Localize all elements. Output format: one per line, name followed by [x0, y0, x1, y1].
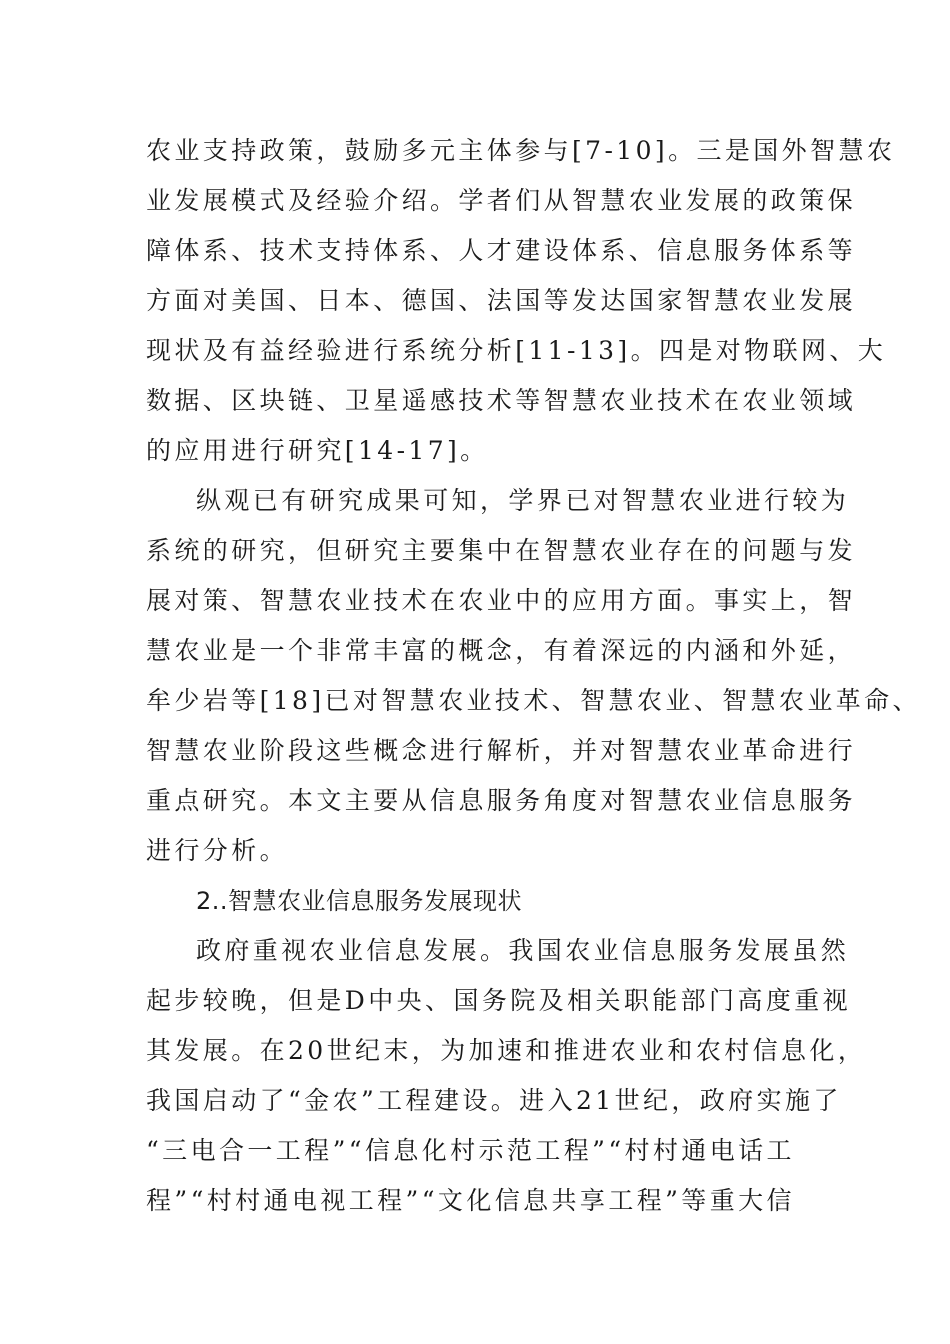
text-line: 其发展。在20世纪末，为加速和推进农业和农村信息化，: [146, 1036, 867, 1065]
text-line: 现状及有益经验进行系统分析[11-13]。四是对物联网、大: [146, 336, 887, 365]
text-line: 慧农业是一个非常丰富的概念，有着深远的内涵和外延，: [146, 636, 857, 665]
text-line: 业发展模式及经验介绍。学者们从智慧农业发展的政策保: [146, 186, 857, 215]
text-line: 程”“村村通电视工程”“文化信息共享工程”等重大信: [146, 1186, 795, 1215]
text-line: 起步较晚，但是D中央、国务院及相关职能部门高度重视: [146, 986, 852, 1015]
text-line: 我国启动了“金农”工程建设。进入21世纪，政府实施了: [146, 1086, 842, 1115]
text-line: 政府重视农业信息发展。我国农业信息服务发展虽然: [196, 936, 850, 965]
text-line: 农业支持政策，鼓励多元主体参与[7-10]。三是国外智慧农: [146, 136, 896, 165]
section-heading: 2..智慧农业信息服务发展现状: [196, 887, 523, 915]
text-line: “三电合一工程”“信息化村示范工程”“村村通电话工: [146, 1136, 795, 1165]
text-line: 进行分析。: [146, 836, 289, 865]
text-line: 方面对美国、日本、德国、法国等发达国家智慧农业发展: [146, 286, 857, 315]
text-line: 数据、区块链、卫星遥感技术等智慧农业技术在农业领域: [146, 386, 857, 415]
text-line: 智慧农业阶段这些概念进行解析，并对智慧农业革命进行: [146, 736, 857, 765]
text-line: 纵观已有研究成果可知，学界已对智慧农业进行较为: [196, 486, 850, 515]
text-line: 牟少岩等[18]已对智慧农业技术、智慧农业、智慧农业革命、: [146, 686, 921, 715]
text-line: 展对策、智慧农业技术在农业中的应用方面。事实上，智: [146, 586, 857, 615]
text-line: 的应用进行研究[14-17]。: [146, 436, 489, 465]
text-line: 障体系、技术支持体系、人才建设体系、信息服务体系等: [146, 236, 857, 265]
text-line: 系统的研究，但研究主要集中在智慧农业存在的问题与发: [146, 536, 857, 565]
text-line: 重点研究。本文主要从信息服务角度对智慧农业信息服务: [146, 786, 857, 815]
